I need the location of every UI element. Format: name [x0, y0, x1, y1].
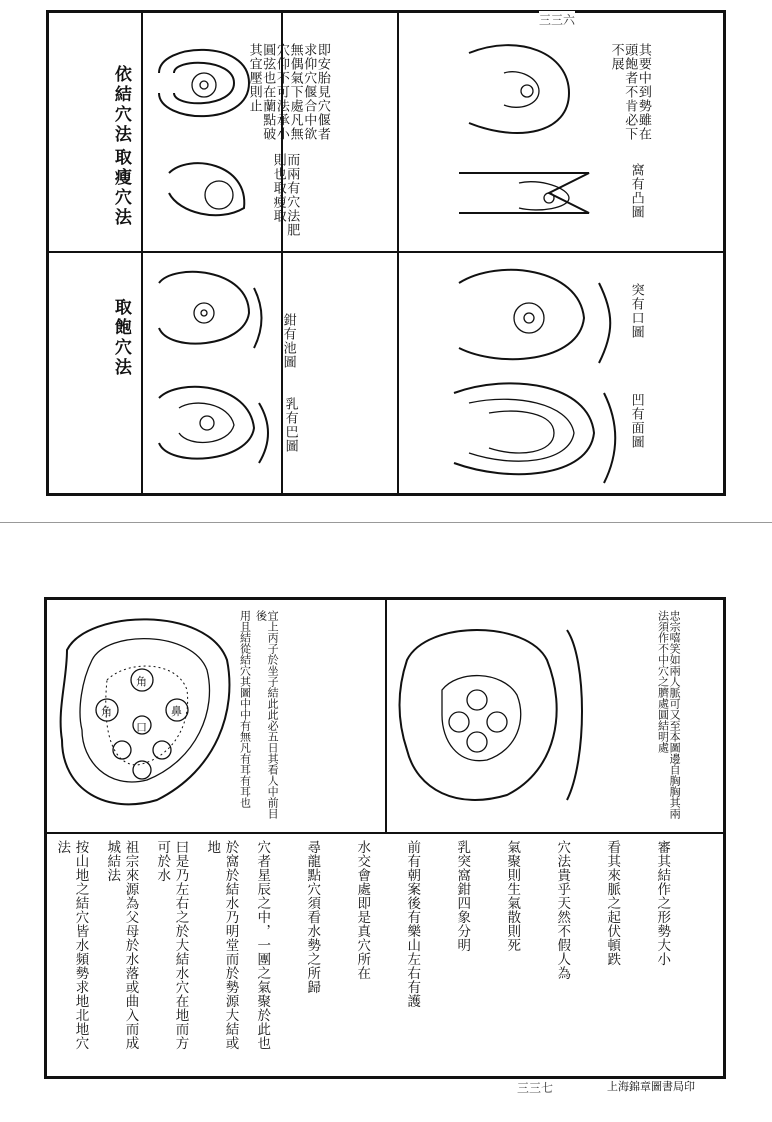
page-number: 三三六	[539, 13, 576, 27]
figure-yi-jie	[49, 13, 723, 493]
figure-label: 角	[101, 705, 112, 718]
text-column: 穴者星辰之中，一團之氣聚於此也	[254, 840, 271, 1050]
panel-note: 窩有凸圖	[628, 163, 644, 219]
text-column: 按山地之結穴皆水頻勢求地北地穴法	[54, 840, 89, 1050]
text-column: 乳突窩鉗四象分明	[454, 840, 471, 952]
figure-label: 鼻	[171, 705, 182, 718]
figure-note: 宜上丙子於坐子結此此必五日其看人中前目後	[254, 610, 280, 819]
panel-note: 鉗有池圖	[280, 313, 296, 369]
text-column: 祖宗來源為父母於水落或曲入而成城結法	[104, 840, 139, 1050]
panel-note: 乳有巴圖	[282, 397, 298, 453]
text-column: 前有朝案後有樂山左右有護	[404, 840, 421, 1008]
body-text	[53, 840, 717, 1065]
panel-note: 其要中到勢雖在頭飽者不肯必下不展	[608, 43, 651, 141]
panel-heading: 取飽穴法	[110, 298, 131, 378]
lower-note: 忠宗嘻笑如兩人脈可又至本圖邊自胸胸其兩法須作不中穴之臍處圓結明處	[656, 610, 682, 819]
panel-heading: 依結穴法	[110, 65, 131, 145]
panel-note: 凹有面圖	[628, 393, 644, 449]
text-column: 尋龍點穴須看水勢之所歸	[304, 840, 321, 994]
margin-title: 上海錦章圖書局印	[607, 1080, 695, 1093]
top-page	[46, 10, 726, 496]
text-column: 穴法貴乎天然不假人為	[554, 840, 571, 980]
panel-note: 即安胎見穴偃者求仰穴偃合中欲無偶氣下處凡無穴仰不可法承小圓弦也在蘭點破其宜壓則止	[246, 43, 330, 141]
text-column: 氣聚則生氣散則死	[504, 840, 521, 952]
figure-note: 用且結從結穴其圖中中有無凡有耳有耳也	[238, 610, 252, 808]
panel-note: 而兩有穴法肥則也取瘦取	[270, 153, 300, 237]
panel-heading: 取瘦穴法	[110, 148, 131, 228]
text-column: 於窩於結水乃明堂而於勢源大結或地	[204, 840, 239, 1050]
panel-note: 突有口圖	[628, 283, 644, 339]
text-column: 審其結作之形勢大小	[654, 840, 671, 966]
figure-label: 口	[136, 721, 147, 734]
scan-edge	[0, 522, 772, 523]
text-column: 水交會處即是真穴所在	[354, 840, 371, 980]
text-column: 曰是乃左右之於大結水穴在地而方可於水	[154, 840, 189, 1050]
figure-label: 角	[136, 675, 147, 688]
text-column: 看其來脈之起伏頓跌	[604, 840, 621, 966]
page-number: 三三七	[517, 1081, 554, 1095]
bottom-page	[44, 597, 726, 1095]
